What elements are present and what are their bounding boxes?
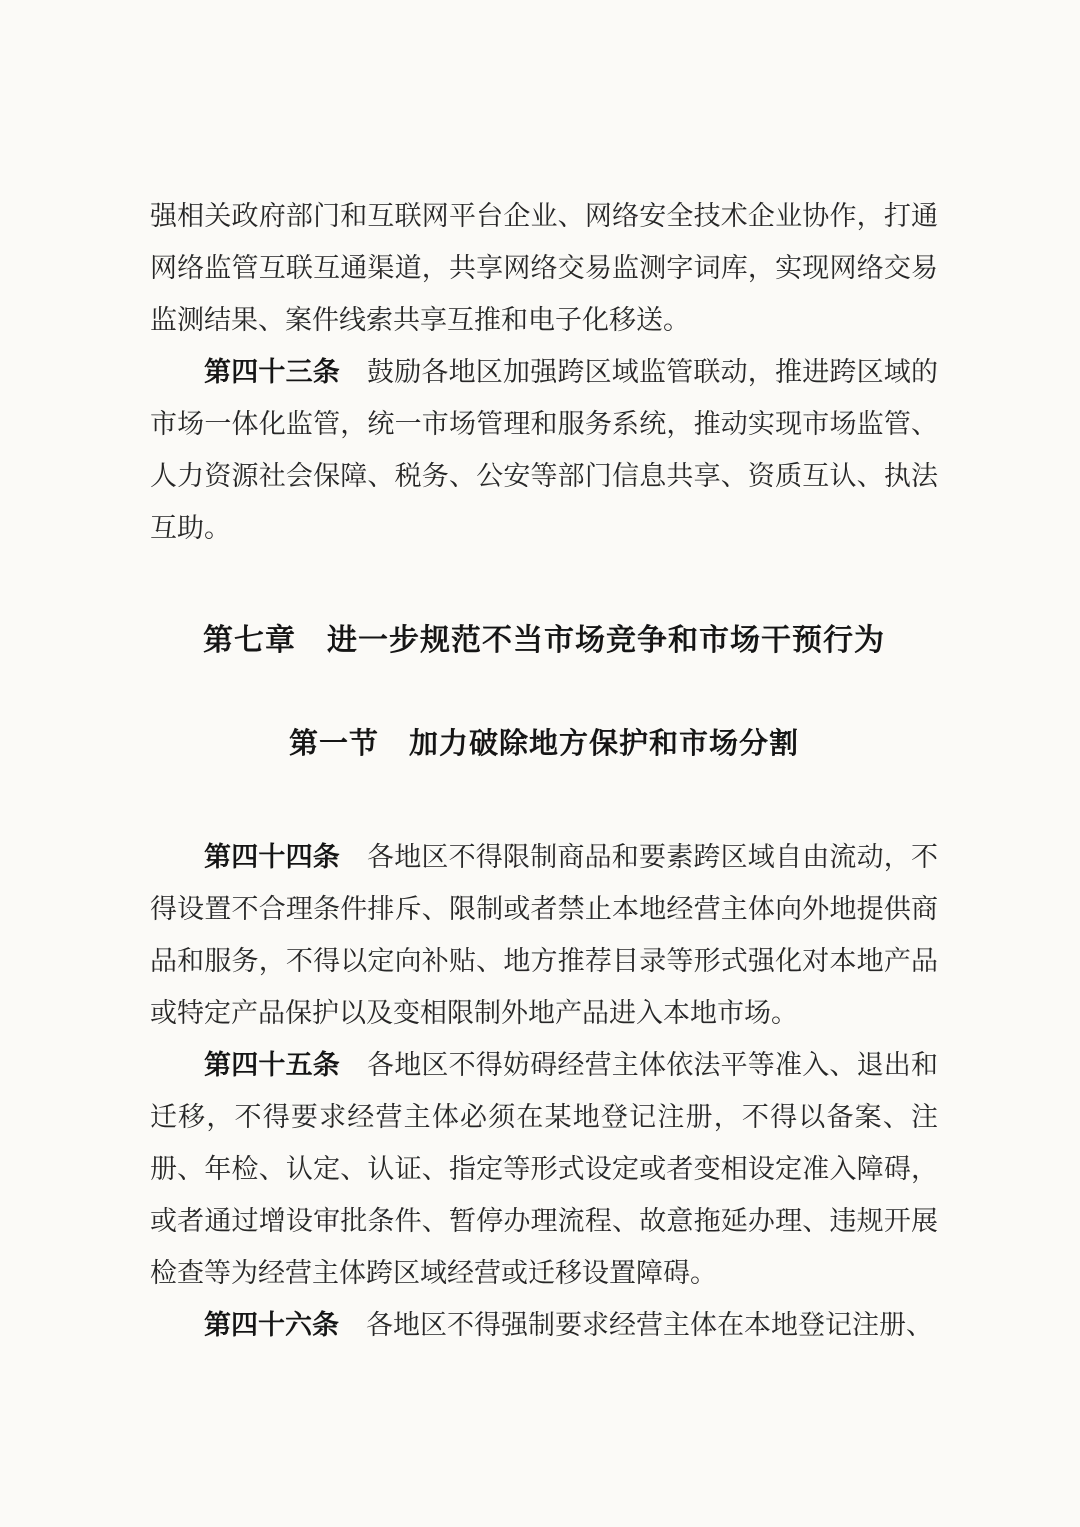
chapter-7-heading: 第七章 进一步规范不当市场竞争和市场干预行为 bbox=[203, 624, 885, 657]
paragraph-article-45 bbox=[150, 1039, 938, 1299]
paragraph-text: 强相关政府部门和互联网平台企业、网络安全技术企业协作，打通网络监管互联互通渠道，共享网络交易监测字词库，实现网络交易监测结果、案件线索共享互推和电子化移送。 bbox=[150, 201, 938, 335]
paragraph-text: 各地区不得强制要求经营主体在本地登记注册、 bbox=[366, 1310, 933, 1340]
article-43-label: 第四十三条 bbox=[204, 357, 340, 387]
article-46-label: 第四十六条 bbox=[204, 1310, 339, 1340]
paragraph-continuation bbox=[150, 190, 938, 346]
paragraph-article-44 bbox=[150, 831, 938, 1039]
article-44-label: 第四十四条 bbox=[204, 842, 340, 872]
paragraph-article-43 bbox=[150, 346, 938, 554]
paragraph-text: 鼓励各地区加强跨区域监管联动，推进跨区域的市场一体化监管，统一市场管理和服务系统，推动实现市场监管、人力资源社会保障、税务、公安等部门信息共享、资质互认、执法互助。 bbox=[150, 357, 938, 543]
paragraph-text: 各地区不得妨碍经营主体依法平等准入、退出和迁移，不得要求经营主体必须在某地登记注册，不得以备案、注册、年检、认定、认证、指定等形式设定或者变相设定准入障碍，或者通过增设审批条件、暂停办理流程、故意拖延办理、违规开展检查等为经营主体跨区域经营或迁移设置障碍。 bbox=[150, 1050, 938, 1288]
section-1-heading: 第一节 加力破除地方保护和市场分割 bbox=[288, 728, 799, 760]
article-45-label: 第四十五条 bbox=[204, 1050, 340, 1080]
paragraph-article-46 bbox=[150, 1299, 938, 1351]
paragraph-text: 各地区不得限制商品和要素跨区域自由流动，不得设置不合理条件排斥、限制或者禁止本地经营主体向外地提供商品和服务，不得以定向补贴、地方推荐目录等形式强化对本地产品或特定产品保护以及变相限制外地产品进入本地市场。 bbox=[150, 842, 938, 1028]
